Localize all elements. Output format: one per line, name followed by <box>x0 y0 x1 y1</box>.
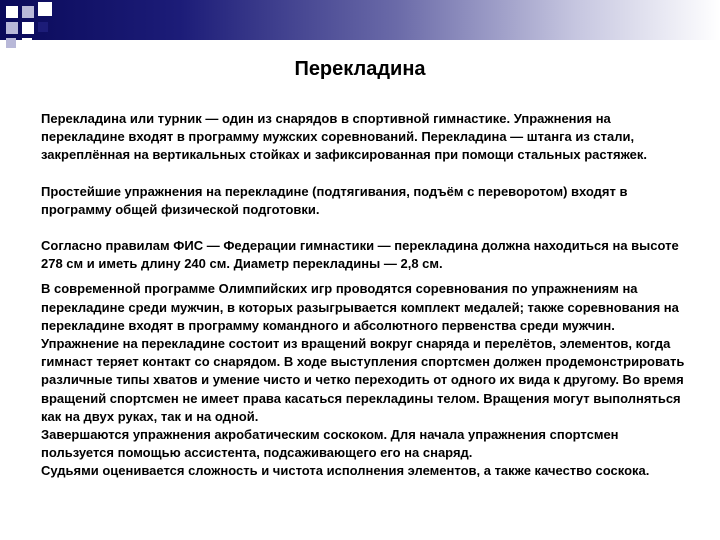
paragraph-judging: Судьями оценивается сложность и чистота исполнения элементов, а также качество соскока. <box>41 463 650 479</box>
decor-square <box>6 6 18 18</box>
paragraph-dismount: Завершаются упражнения акробатическим соскоком. Для начала упражнения спортсмен пользуется помощью ассистента, подсаживающего его на снаряд. <box>41 427 619 461</box>
decor-square <box>38 22 48 32</box>
decor-square <box>22 6 34 18</box>
paragraph-rules: Согласно правилам ФИС — Федерации гимнастики — перекладина должна находиться на высоте 278 см и иметь длину 240 см. Диаметр перекладины — 2,8 см. <box>41 238 679 272</box>
paragraph-basic-exercises: Простейшие упражнения на перекладине (подтягивания, подъём с переворотом) входят в программу общей физической подготовки. <box>41 183 628 217</box>
slide-content <box>41 110 691 481</box>
decor-square <box>6 38 16 48</box>
header-band <box>0 0 720 40</box>
paragraph-intro: Перекладина или турник — один из снарядов в спортивной гимнастике. Упражнения на перекладине входят в программу мужских соревнований. Перекладина — штанга из стали, закреплённая на вертикальных стойках и зафиксированная при помощи стальных растяжек. <box>41 111 647 163</box>
slide-title: Перекладина <box>294 58 426 80</box>
paragraph-technique: Упражнение на перекладине состоит из вращений вокруг снаряда и перелётов, элементов, когда гимнаст теряет контакт со снарядом. В ходе выступления спортсмен должен продемонстрировать различные типы хватов и умение чисто и четко переходить от одного их вида к другому. Во время вращений спортсмен не имеет права касаться перекладины телом. Вращения могут выполняться как на двух руках, так и на одной. <box>41 336 685 424</box>
decor-square <box>22 22 34 34</box>
decor-square <box>6 22 18 34</box>
decor-square <box>38 2 52 16</box>
decor-square <box>22 38 32 48</box>
paragraph-olympics: В современной программе Олимпийских игр проводятся соревнования по упражнениям на перекладине среди мужчин, в которых разыгрывается комплект медалей; также соревнования на перекладине входят в программу командного и абсолютного первенства среди мужчин. <box>41 281 679 333</box>
